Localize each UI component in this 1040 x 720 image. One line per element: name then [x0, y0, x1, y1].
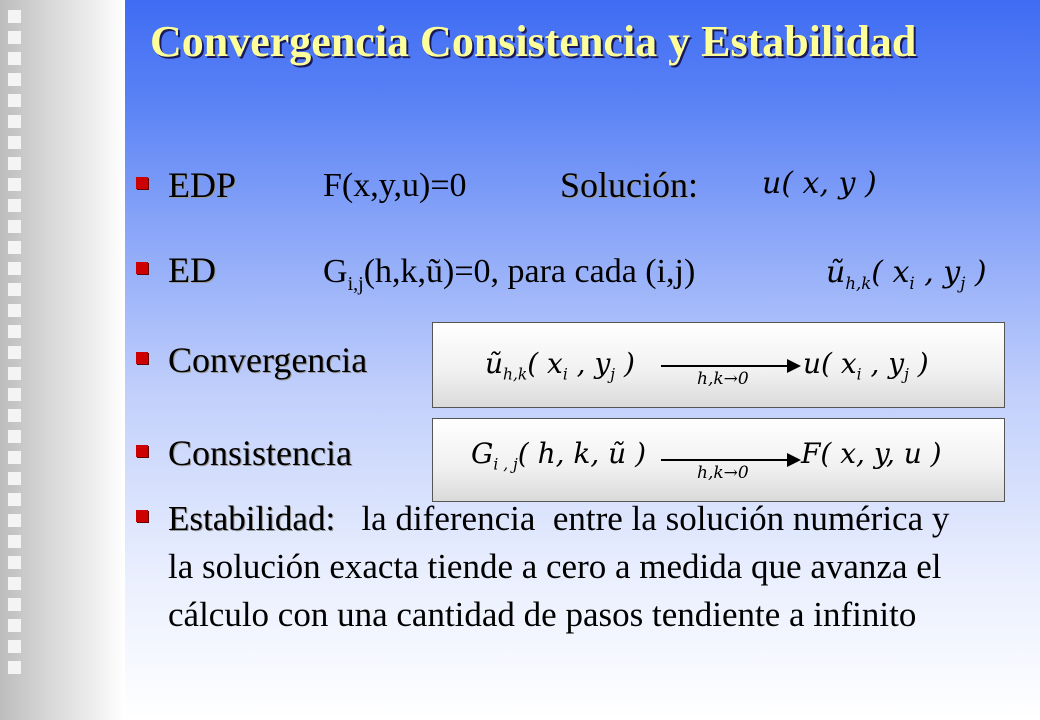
convergencia-equation-box: [432, 322, 1005, 408]
convergencia-rhs-main: u( x: [803, 347, 857, 380]
decorative-left-band: [0, 0, 125, 720]
convergencia-label: Convergencia: [168, 340, 368, 380]
consistencia-limit-label: h,k→0: [697, 463, 749, 483]
convergencia-rhs-ysub: j: [904, 365, 909, 384]
convergencia-arrow-line: [661, 365, 789, 367]
ed-formula-comma: , y: [914, 255, 961, 290]
consistencia-label: Consistencia: [168, 433, 352, 473]
consistencia-arrow-line: [661, 459, 789, 461]
consistencia-limit-arrow: [661, 453, 801, 493]
bullet-convergencia-marker: [136, 352, 148, 364]
ed-formula-args: ( x: [871, 255, 910, 290]
ed-equation: [323, 252, 695, 304]
bullet-consistencia-marker: [136, 445, 148, 457]
consistencia-lhs-args: ( h, k, ũ ): [517, 437, 647, 470]
edp-solution-label: Solución:: [560, 165, 699, 205]
convergencia-rhs-comma: , y: [861, 347, 905, 380]
convergencia-lhs-ysub: j: [610, 365, 616, 384]
consistencia-lhs-main: G: [471, 437, 494, 470]
bullet-edp-marker: [136, 177, 148, 189]
bullet-estabilidad-marker: [136, 510, 148, 522]
ed-formula: [826, 255, 987, 293]
consistencia-arrow-head: [787, 453, 801, 467]
convergencia-limit-arrow: [661, 359, 801, 399]
ed-formula-main: ũ: [826, 255, 846, 290]
convergencia-rhs-close: ): [908, 347, 929, 380]
convergencia-rhs: [803, 347, 929, 384]
convergencia-lhs-main: ũ: [485, 347, 504, 380]
ed-formula-sub: h,k: [845, 274, 872, 293]
bullet-ed-marker: [136, 262, 148, 274]
convergencia-arrow-head: [787, 359, 801, 373]
consistencia-equation-box: [432, 418, 1005, 502]
edp-label: EDP: [168, 165, 237, 205]
edp-equation: F(x,y,u)=0: [323, 167, 467, 204]
ed-formula-xsub: i: [909, 274, 915, 293]
convergencia-lhs-sub: h,k: [503, 365, 528, 384]
convergencia-lhs-comma: , y: [567, 347, 611, 380]
consistencia-rhs: F( x, y, u ): [801, 437, 942, 470]
edp-solution-formula: u( x, y ): [762, 166, 877, 201]
ed-equation-rest: (h,k,ũ)=0, para cada (i,j): [363, 253, 696, 290]
estabilidad-label: Estabilidad:: [168, 499, 336, 538]
convergencia-limit-label: h,k→0: [697, 369, 749, 389]
ed-equation-g: G: [323, 253, 348, 290]
slide-title: Convergencia Consistencia y Estabilidad: [150, 17, 917, 66]
convergencia-lhs-args: ( x: [527, 347, 563, 380]
estabilidad-paragraph: [168, 495, 978, 639]
ed-equation-subscript: i,j: [347, 272, 364, 295]
ed-formula-close: ): [965, 255, 987, 290]
consistencia-lhs-sub: i , j: [493, 455, 518, 474]
convergencia-rhs-xsub: i: [856, 365, 862, 384]
estabilidad-text: la diferencia entre la solución numérica y la solución exacta tiende a cero a medida que avanza el cálculo con una cantidad de pasos tendiente a infinito: [168, 499, 959, 634]
consistencia-lhs: [471, 437, 646, 474]
ed-label: ED: [168, 250, 216, 290]
convergencia-lhs-xsub: i: [562, 365, 568, 384]
convergencia-lhs-close: ): [615, 347, 635, 380]
convergencia-lhs: [485, 347, 635, 384]
ed-formula-ysub: j: [960, 274, 966, 293]
decorative-squares: [8, 10, 26, 710]
